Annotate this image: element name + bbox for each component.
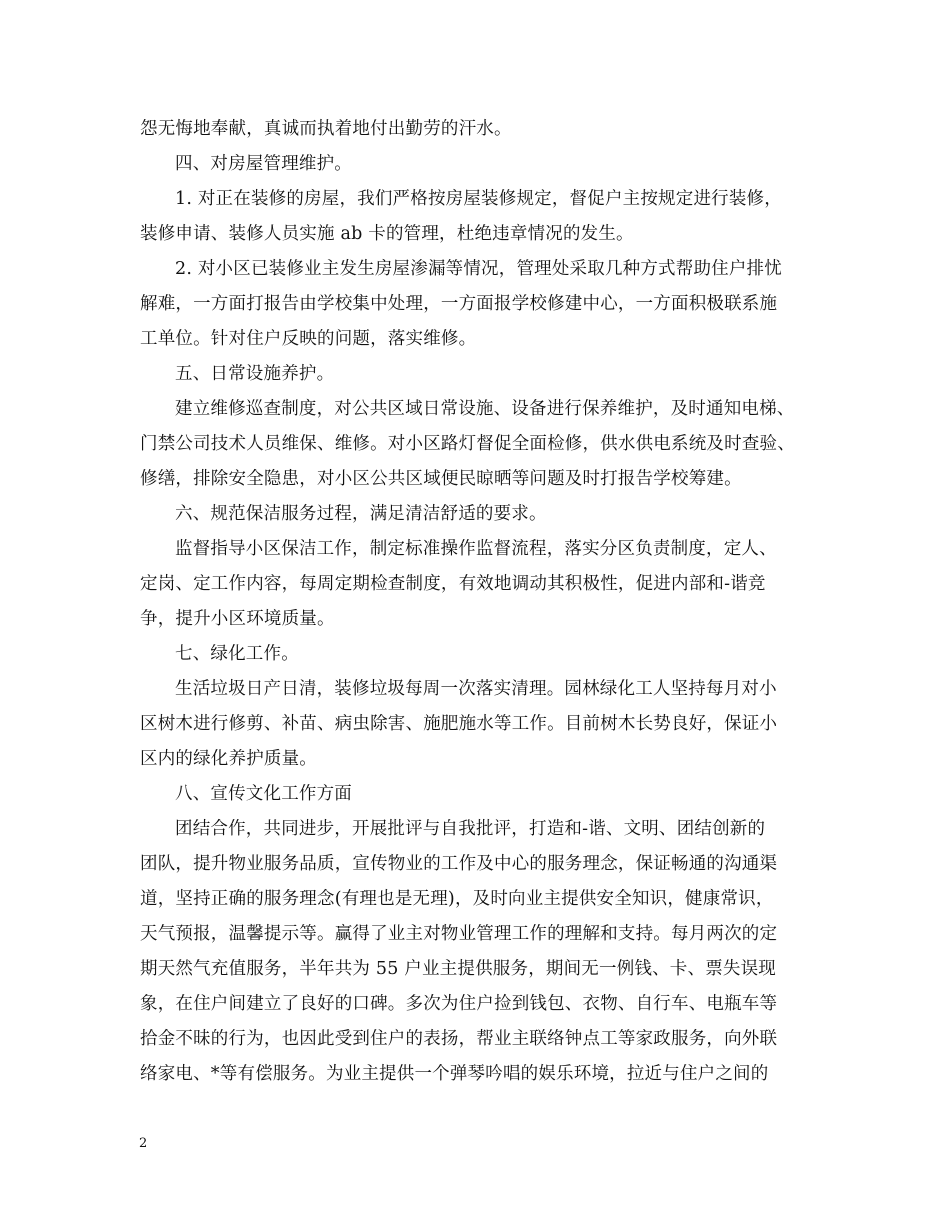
text-line: 装修申请、装修人员实施 ab 卡的管理，杜绝违章情况的发生。 — [140, 224, 634, 244]
section-heading: 四、对房屋管理维护。 — [175, 154, 352, 174]
text-line: 门禁公司技术人员维保、维修。对小区路灯督促全面检修，供水供电系统及时查验、 — [140, 434, 795, 454]
text-line: 区树木进行修剪、补苗、病虫除害、施肥施水等工作。目前树木长势良好，保证小 — [140, 714, 778, 734]
text-line: 监督指导小区保洁工作，制定标准操作监督流程，落实分区负责制度，定人、 — [175, 539, 777, 559]
text-line: 期天然气充值服务，半年共为 55 户业主提供服务，期间无一例钱、卡、票失误现 — [140, 959, 776, 979]
text-line: 道，坚持正确的服务理念(有理也是无理)，及时向业主提供安全知识，健康常识， — [140, 889, 774, 909]
text-line: 团结合作，共同进步，开展批评与自我批评，打造和-谐、文明、团结创新的 — [175, 819, 766, 839]
text-line: 怨无悔地奉献，真诚而执着地付出勤劳的汗水。 — [140, 119, 512, 139]
text-line: 天气预报，温馨提示等。赢得了业主对物业管理工作的理解和支持。每月两次的定 — [140, 924, 778, 944]
page-number: 2 — [139, 1136, 148, 1151]
text-line: 区内的绿化养护质量。 — [140, 749, 317, 769]
text-line: 建立维修巡查制度，对公共区域日常设施、设备进行保养维护，及时通知电梯、 — [175, 399, 795, 419]
text-line: 拾金不昧的行为，也因此受到住户的表扬，帮业主联络钟点工等家政服务，向外联 — [140, 1029, 778, 1049]
section-heading: 八、宣传文化工作方面 — [175, 784, 352, 804]
text-line: 修缮，排除安全隐患，对小区公共区域便民晾晒等问题及时打报告学校筹建。 — [140, 469, 742, 489]
text-line: 工单位。针对住户反映的问题，落实维修。 — [140, 329, 477, 349]
text-line: 定岗、定工作内容，每周定期检查制度，有效地调动其积极性，促进内部和-谐竞 — [140, 574, 766, 594]
section-heading: 五、日常设施养护。 — [175, 364, 335, 384]
text-line: 生活垃圾日产日清，装修垃圾每周一次落实清理。园林绿化工人坚持每月对小 — [175, 679, 777, 699]
text-line: 1. 对正在装修的房屋，我们严格按房屋装修规定，督促户主按规定进行装修， — [175, 189, 782, 209]
text-line: 2. 对小区已装修业主发生房屋渗漏等情况，管理处采取几种方式帮助住户排忧 — [175, 259, 782, 279]
text-line: 团队，提升物业服务品质，宣传物业的工作及中心的服务理念，保证畅通的沟通渠 — [140, 854, 778, 874]
text-line: 络家电、*等有偿服务。为业主提供一个弹琴吟唱的娱乐环境，拉近与住户之间的 — [140, 1064, 769, 1084]
section-heading: 七、绿化工作。 — [175, 644, 299, 664]
text-line: 解难，一方面打报告由学校集中处理，一方面报学校修建中心，一方面积极联系施 — [140, 294, 778, 314]
text-line: 象，在住户间建立了良好的口碑。多次为住户捡到钱包、衣物、自行车、电瓶车等 — [140, 994, 778, 1014]
text-line: 争，提升小区环境质量。 — [140, 609, 335, 629]
section-heading: 六、规范保洁服务过程，满足清洁舒适的要求。 — [175, 504, 547, 524]
